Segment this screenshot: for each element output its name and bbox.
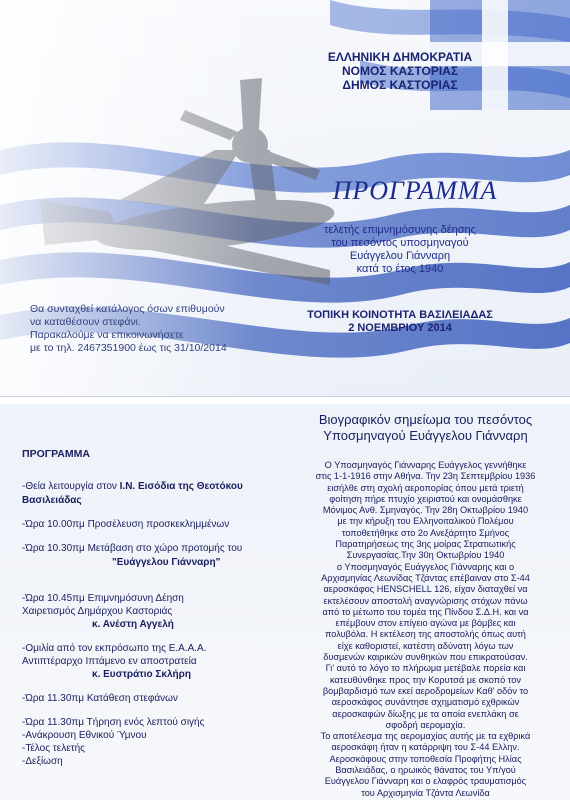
ceremony-description xyxy=(300,224,500,276)
item-text: -Θεία λειτουργία στον xyxy=(22,481,120,492)
program-item xyxy=(22,755,63,768)
notice-line: Παρακαλούμε να επικοινωνήσετε xyxy=(30,329,184,341)
description-line: κατά το έτος 1940 xyxy=(356,263,444,275)
item-text: Χαιρετισμός Δημάρχου Καστοριάς xyxy=(22,606,173,617)
header-line: ΝΟΜΟΣ ΚΑΣΤΟΡΙΑΣ xyxy=(341,64,459,78)
program-item xyxy=(22,655,197,668)
program-item xyxy=(92,618,174,631)
biography-title xyxy=(288,412,563,444)
notice-line: με το τηλ. 2467351900 έως τις 31/10/2014 xyxy=(30,342,227,354)
bio-line: εισήλθε στη σχολή αεροπορίας όπου μετά τριετή xyxy=(327,482,524,493)
bio-line: σφοδρή αερομαχία. xyxy=(385,719,466,730)
program-item xyxy=(22,605,172,618)
item-text: -Τέλος τελετής xyxy=(22,743,86,754)
bio-line: του Αρχισμηνία Τζάντα Λεωνίδα xyxy=(361,787,490,798)
bio-line: Βασιλειάδας, ο ηρωικός θάνατος του Υπ/γού xyxy=(335,765,516,776)
notice-line: να καταθέσουν στεφάνι. xyxy=(30,316,141,328)
bio-line: Παρατηρήσεως της 3ης μοίρας Στρατιωτικής xyxy=(335,539,516,550)
cover-title: ΠΡΟΓΡΑΜΜΑ xyxy=(332,176,498,205)
program-item xyxy=(22,480,243,493)
bio-line: τοποθετήθηκε στο 2ο Ανεξάρτητο Σμήνος xyxy=(341,527,510,538)
ceremony-date: 2 ΝΟΕΜΒΡΙΟΥ 2014 xyxy=(348,322,452,334)
notice-line: Θα συνταχθεί κατάλογος όσων επιθυμούν xyxy=(30,303,225,315)
program-item xyxy=(22,494,82,507)
program-item xyxy=(22,729,147,742)
community-date xyxy=(300,309,500,335)
wreath-notice xyxy=(30,303,270,355)
bio-line: αεροσκαφών δίωξης με τα οποία ενεπλάκη σε xyxy=(332,708,519,719)
bio-line: είχε καθοριστεί, κατέστη αδύνατη λόγω των xyxy=(337,640,514,651)
item-text: -Ανάκρουση Εθνικού Ύμνου xyxy=(22,730,147,741)
bio-line: δυσμενών καιρικών συνθηκών που επικρατούσαν. xyxy=(323,652,528,663)
bio-line: αεροσκάφη ήταν η κατάρριψη του Σ-44 Ελλην. xyxy=(331,742,520,753)
bio-line: με την κήρυξη του Ελληνοιταλικού Πολέμου xyxy=(337,516,514,527)
item-text: Αντιπτέραρχο Ιπτάμενο εν αποστρατεία xyxy=(22,656,197,667)
bio-line: Αεροσκάφους στην τοποθεσία Προφήτης Ηλίας xyxy=(329,753,522,764)
program-item xyxy=(92,668,191,681)
bio-line: από το μέτωπο του τομέα της Πίνδου Σ.Δ.Η. και να xyxy=(322,606,529,617)
bio-line: βομβαρδισμό των εκεί αεροδρομείων Καθ' οδόν το xyxy=(322,685,529,696)
bio-line: αεροσκάφος HENSCHELL 126, είχαν διαταχθεί να xyxy=(323,584,528,595)
item-text: -Ώρα 11.30πμ Τήρηση ενός λεπτού σιγής xyxy=(22,717,205,728)
bio-line: Γι' αυτό το λόγο το πλήρωμα μετέβαλε πορεία και xyxy=(325,663,526,674)
biography-title-line: Υποσμηναγού Ευάγγελου Γιάνναρη xyxy=(323,428,528,443)
bio-line: εκτελέσουν αποστολή αναγνώρισης στόχων πάνω xyxy=(323,595,528,606)
bio-line: φοίτηση πήρε πτυχίο χειριστού και ονομάσθηκε xyxy=(329,493,522,504)
description-line: του πεσόντος υποσμηναγού xyxy=(331,237,469,249)
item-bold: "Ευάγγελου Γιάνναρη" xyxy=(112,557,221,568)
bio-line: στις 1-1-1916 στην Αθήνα. Την 23η Σεπτεμβρίου 1936 xyxy=(315,471,536,482)
item-text: -Ομιλία από τον εκπρόσωπο της Ε.Α.Α.Α. xyxy=(22,643,207,654)
item-text: -Ώρα 10.30πμ Μετάβαση στο χώρο προτομής του xyxy=(22,543,243,554)
issuer-header xyxy=(310,50,490,92)
bio-line: επέμβουν στον επίγειο αγώνα με βόμβες και xyxy=(335,618,516,629)
item-text: -Δεξίωση xyxy=(22,756,63,767)
cover-panel xyxy=(0,0,570,396)
biography-title-line: Βιογραφικόν σημείωμα του πεσόντος xyxy=(318,412,533,427)
header-line: ΔΗΜΟΣ ΚΑΣΤΟΡΙΑΣ xyxy=(342,78,458,92)
bio-line: αεροσκάφος συνάντησε σχηματισμό εχθρικών xyxy=(331,697,520,708)
bio-line: Το αποτέλεσμα της αερομαχίας αυτής με τα εχθρικά xyxy=(320,731,531,742)
header-line: ΕΛΛΗΝΙΚΗ ΔΗΜΟΚΡΑΤΙΑ xyxy=(327,50,473,64)
item-text: -Ώρα 11.30πμ Κατάθεση στεφάνων xyxy=(22,693,178,704)
biography-text xyxy=(288,460,563,799)
inner-panel xyxy=(0,404,570,800)
community-name: ΤΟΠΙΚΗ ΚΟΙΝΟΤΗΤΑ ΒΑΣΙΛΕΙΑΔΑΣ xyxy=(307,309,493,321)
bio-line: Αρχισμηνίας Λεωνίδας Τζάντας επέβαιναν στο Σ-44 xyxy=(321,572,530,583)
bio-line: Συνεργασίας.Την 30η Οκτωβρίου 1940 xyxy=(346,550,505,561)
program-heading: ΠΡΟΓΡΑΜΜΑ xyxy=(22,448,90,460)
item-text: -Ώρα 10.00πμ Προσέλευση προσκεκλημμένων xyxy=(22,519,230,530)
description-line: τελετής επιμνημόσυνης δέησης xyxy=(324,224,476,236)
program-item xyxy=(112,556,220,569)
bio-line: Ο Υποσμηναγός Γιάνναρης Ευάγγελος γεννήθηκε xyxy=(324,460,527,470)
program-item xyxy=(22,592,184,605)
program-item xyxy=(22,692,178,705)
program-item xyxy=(22,742,85,755)
program-item xyxy=(22,542,242,555)
program-item xyxy=(22,642,207,655)
item-bold: Ι.Ν. Εισόδια της Θεοτόκου xyxy=(119,481,243,492)
bio-line: πολυβόλα. Η εκτέλεση της αποστολής όπως αυτή xyxy=(325,629,526,640)
bio-line: Ευάγγελου Γιάνναρη και ο ελαφρός τραυματισμός xyxy=(324,776,527,787)
description-line: Ευάγγελου Γιάνναρη xyxy=(349,250,451,262)
bio-line: κατευθύνθηκε προς την Κορυτσά με σκοπό τον xyxy=(330,674,521,685)
bio-line: ο Υποσμηναγός Ευάγγελος Γιάνναρης και ο xyxy=(336,561,515,572)
program-item xyxy=(22,518,229,531)
item-bold: Βασιλειάδας xyxy=(22,495,82,506)
item-bold: κ. Ανέστη Αγγελή xyxy=(92,619,174,630)
program-item xyxy=(22,716,204,729)
bio-line: Μόνιμος Ανθ. Σμηναγός. Την 28η Οκτωβρίου 1940 xyxy=(322,505,529,516)
item-bold: κ. Ευστράτιο Σκλήρη xyxy=(92,669,191,680)
item-text: -Ώρα 10.45πμ Επιμνημόσυνη Δέηση xyxy=(22,593,184,604)
